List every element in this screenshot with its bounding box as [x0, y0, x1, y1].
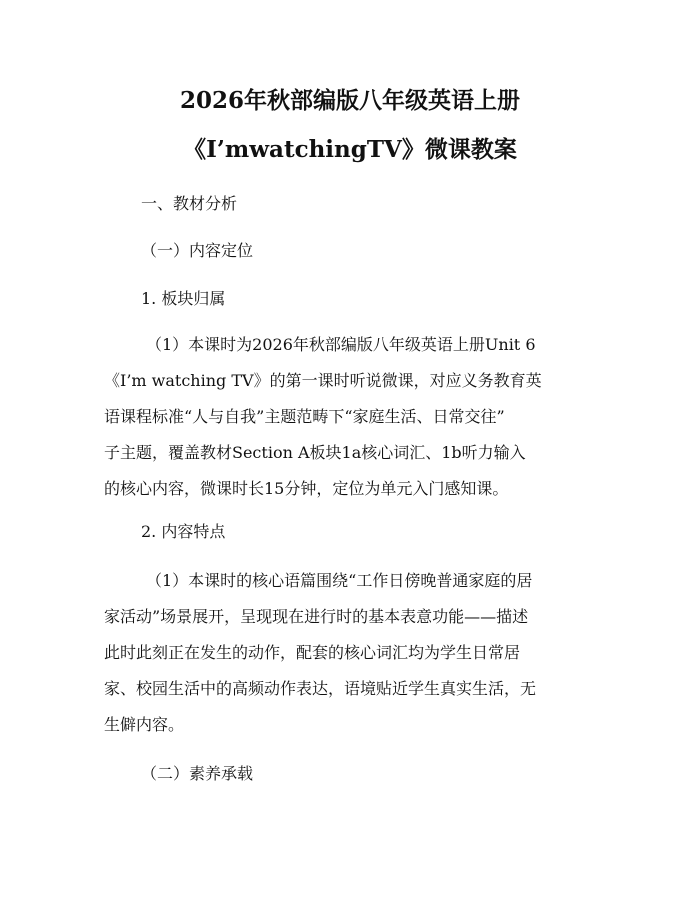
paragraph-module-attribution [104, 327, 604, 507]
paragraph-line: 生僻内容。 [104, 715, 185, 734]
subsection-heading-content-positioning: （一）内容定位 [141, 241, 254, 260]
subsection-heading-competency-carrying: （二）素养承载 [141, 764, 254, 783]
paragraph-line: 家活动”场景展开，呈现现在进行时的基本表意功能——描述 [104, 607, 529, 626]
paragraph-line: 家、校园生活中的高频动作表达，语境贴近学生真实生活，无 [104, 679, 537, 698]
paragraph-line: （1）本课时的核心语篇围绕“工作日傍晚普通家庭的居 [146, 571, 533, 590]
paragraph-line: 《I’m watching TV》的第一课时听说微课，对应义务教育英 [104, 371, 542, 390]
paragraph-content-features [104, 563, 604, 743]
paragraph-line: 语课程标准“人与自我”主题范畴下“家庭生活、日常交往” [104, 407, 505, 426]
item-heading-module-attribution: 1. 板块归属 [141, 289, 226, 308]
paragraph-line: （1）本课时为2026年秋部编版八年级英语上册Unit 6 [146, 335, 536, 354]
paragraph-line: 子主题，覆盖教材Section A板块1a核心词汇、1b听力输入 [104, 443, 526, 462]
document-title: 2026年秋部编版八年级英语上册 [179, 87, 520, 114]
paragraph-line: 此时此刻正在发生的动作，配套的核心词汇均为学生日常居 [104, 643, 521, 662]
document-subtitle: 《I’mwatchingTV》微课教案 [183, 136, 517, 163]
item-heading-content-features: 2. 内容特点 [141, 522, 226, 541]
paragraph-line: 的核心内容，微课时长15分钟，定位为单元入门感知课。 [104, 479, 509, 498]
section-heading-teaching-material-analysis: 一、教材分析 [141, 194, 238, 213]
